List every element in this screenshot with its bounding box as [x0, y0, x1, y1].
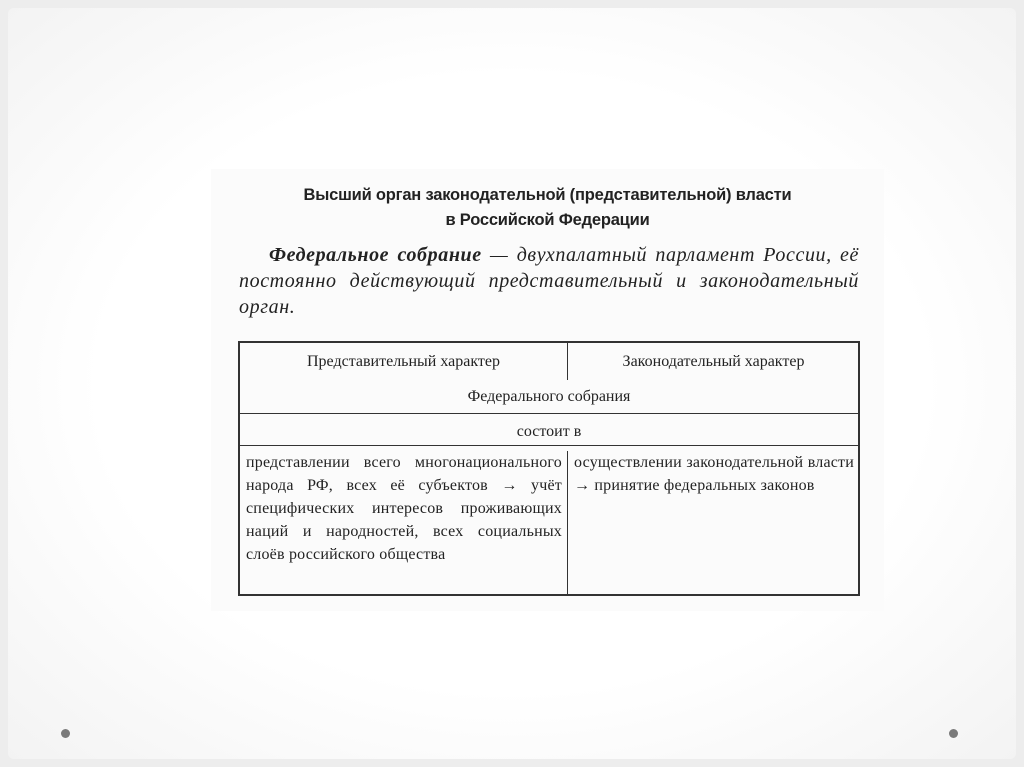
col1-body: представлении всего многонационального народа РФ, всех её субъектов → учёт специфических интересов проживающих наций и народностей, всех социальных слоёв российского общества	[246, 454, 562, 563]
table-divider-after-header	[240, 413, 858, 414]
table-divider-after-subheader	[240, 445, 858, 446]
table-column-divider-body	[567, 451, 568, 594]
slide	[8, 8, 1016, 759]
table-mid-header: состоит в	[516, 423, 582, 440]
definition-paragraph	[239, 242, 859, 320]
title-line-1: Высший орган законодательной (представительной) власти	[303, 186, 792, 204]
scanned-page-image	[211, 169, 884, 611]
dot-icon	[61, 729, 70, 738]
table-subheader: Федерального собрания	[467, 388, 631, 405]
dot-icon	[949, 729, 958, 738]
col2-header: Законодательный характер	[622, 353, 805, 370]
definition-text: — двухпалатный парламент России, её постоянно действующий представительный и законодательный орган.	[239, 244, 859, 318]
comparison-table	[238, 341, 860, 596]
page-title	[211, 183, 884, 233]
title-line-2: в Российской Федерации	[445, 211, 650, 229]
table-column-divider-top	[567, 343, 568, 380]
col1-header: Представительный характер	[307, 353, 500, 370]
col2-body: осуществлении законодательной власти → принятие федеральных законов	[574, 454, 854, 494]
definition-term: Федеральное собрание	[269, 244, 482, 266]
